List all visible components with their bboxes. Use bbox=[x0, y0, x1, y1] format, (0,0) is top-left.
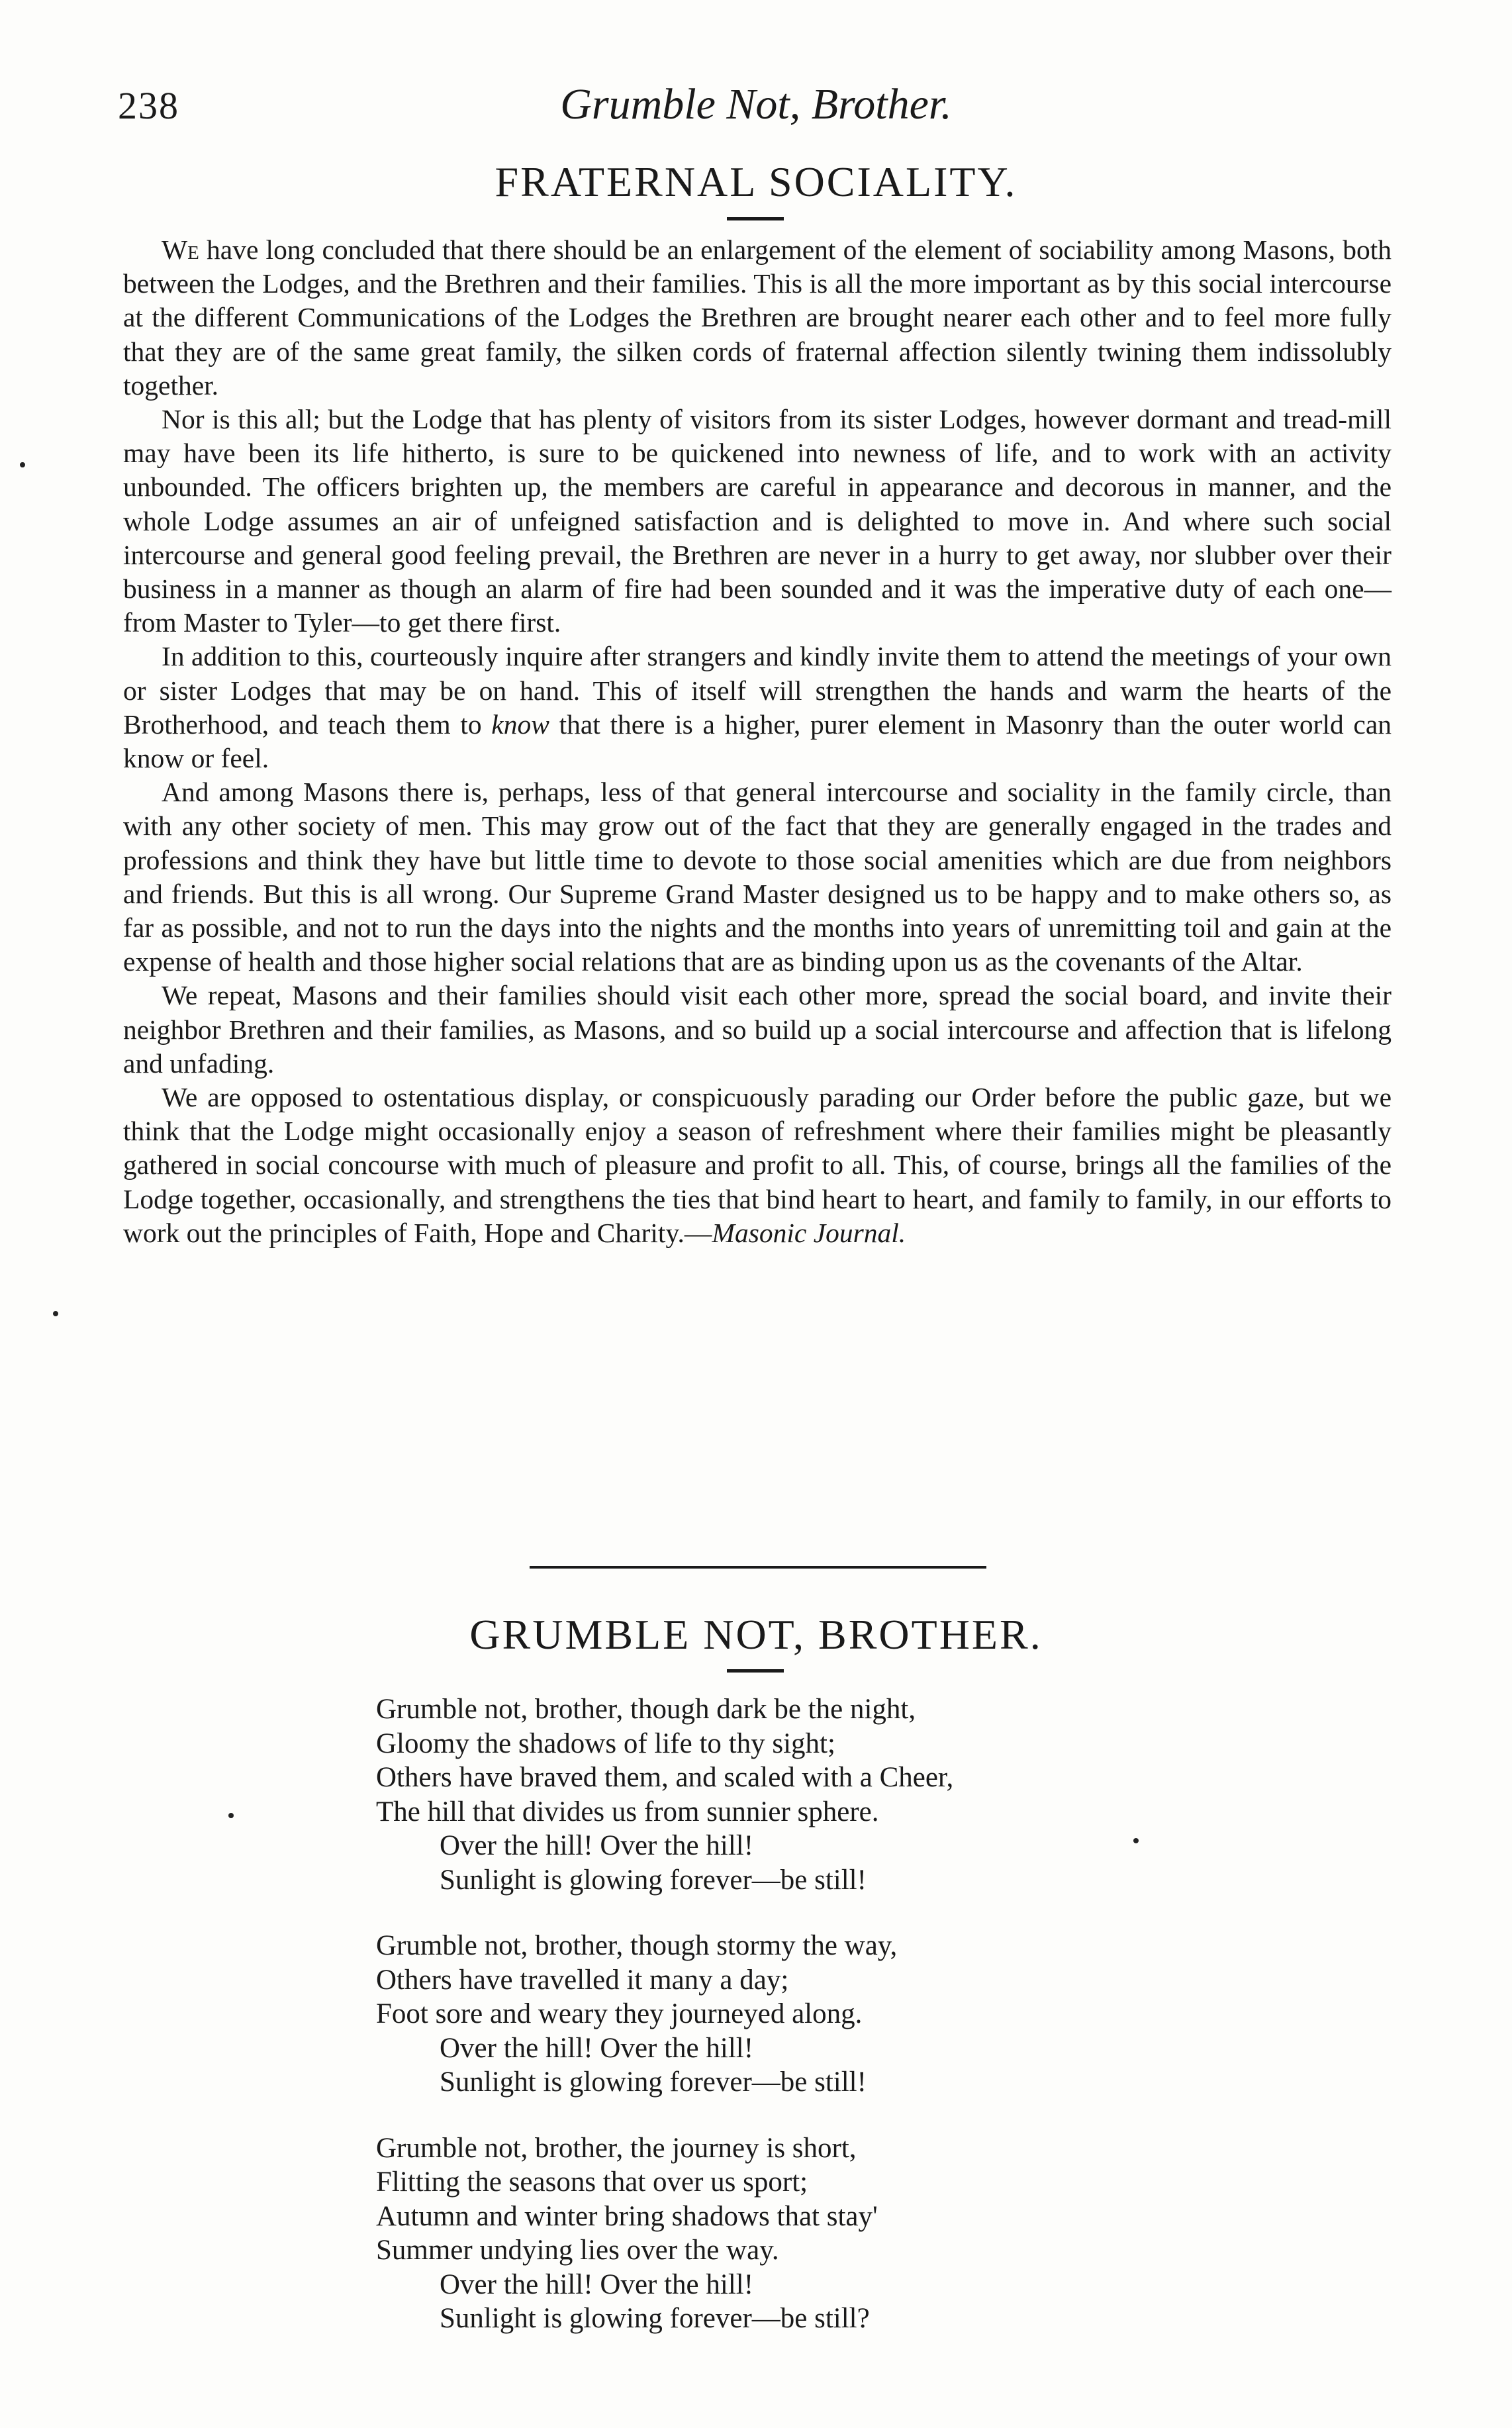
refrain-line: Sunlight is glowing forever—be still? bbox=[440, 2303, 870, 2334]
refrain-line: Over the hill! Over the hill! bbox=[440, 1830, 754, 1861]
poem-line: Flitting the seasons that over us sport; bbox=[376, 2166, 808, 2198]
source-citation: Masonic Journal. bbox=[712, 1217, 906, 1248]
article-paragraph: Nor is this all; but the Lodge that has plenty of visitors from its sister Lodges, however dormant and tread-mill may have been its life hitherto, is sure to be quickened into newness of life, and to work with an activity unbounded. The officers brighten up, the members are careful in appearance and decorous in manner, and the whole Lodge assumes an air of unfeigned satisfaction and is delighted to move in. And where such social intercourse and general good feeling prevail, the Brethren are never in a hurry to get away, nor slubber over their business in a manner as though an alarm of fire had been sounded and it was the imperative duty of each one—from Master to Tyler—to get there first. bbox=[123, 404, 1392, 638]
print-speck bbox=[1133, 1838, 1139, 1843]
refrain-line: Sunlight is glowing forever—be still! bbox=[440, 1864, 867, 1896]
title-rule bbox=[727, 217, 784, 220]
article-title: FRATERNAL SOCIALITY. bbox=[495, 158, 1017, 205]
poem-line: Autumn and winter bring shadows that stay' bbox=[376, 2200, 878, 2232]
poem-stanza bbox=[376, 1929, 1303, 2100]
drop-word: We bbox=[162, 234, 199, 265]
article-body bbox=[123, 233, 1392, 1250]
poem-line: Others have travelled it many a day; bbox=[376, 1964, 789, 1996]
print-speck bbox=[53, 1311, 58, 1316]
paragraph-text: We are opposed to ostentatious display, or conspicuously parading our Order before the public gaze, but we think that the Lodge might occasionally enjoy a season of refreshment where their families might be pleasantly gathered in social concourse with much of pleasure and profit to all. This, of course, brings all the families of the Lodge together, occasionally, and strengthens the ties that bind heart to heart, and family to family, in our efforts to work out the principles of Faith, Hope and Charity.— bbox=[123, 1082, 1392, 1248]
article-paragraph: We repeat, Masons and their families should visit each other more, spread the social board, and invite their neighbor Brethren and their families, as Masons, and so build up a social intercourse and affection that is lifelong and unfading. bbox=[123, 980, 1392, 1079]
paragraph-text: have long concluded that there should be an enlargement of the element of sociability among Masons, both between the Lodges, and the Brethren and their families. This is all the more important as by this social intercourse at the different Communications of the Lodges the Brethren are brought nearer each other and to feel more fully that they are of the same great family, the silken cords of fraternal affection silently twining them indissolubly together. bbox=[123, 234, 1392, 401]
page-number: 238 bbox=[118, 84, 179, 127]
running-head bbox=[118, 79, 1394, 139]
poem-body bbox=[376, 1692, 1303, 2336]
running-title: Grumble Not, Brother. bbox=[560, 80, 952, 128]
italic-word: know bbox=[491, 708, 549, 740]
print-speck bbox=[20, 462, 25, 467]
paragraph-text: In addition to this, courteously inquire after strangers and kindly invite them to attend the meetings of your own or sister Lodges that may be on hand. This of itself will strengthen the hands and warm the hearts of the Brotherhood, and teach them to bbox=[123, 641, 1392, 740]
title-rule bbox=[727, 1669, 784, 1673]
article-paragraph bbox=[123, 640, 1392, 775]
poem-stanza bbox=[376, 1692, 1303, 1897]
print-speck bbox=[228, 1813, 234, 1818]
article-paragraph: And among Masons there is, perhaps, less of that general intercourse and sociality in the family circle, than with any other society of men. This may grow out of the fact that they are generally engaged in the trades and professions and think they have but little time to devote to those social amenities which are due from neighbors and friends. But this is all wrong. Our Supreme Grand Master designed us to be happy and to make others so, as far as possible, and not to run the days into the nights and the months into years of unremitting toil and gain at the expense of health and those higher social relations that are as binding upon us as the covenants of the Altar. bbox=[123, 777, 1392, 977]
poem-line: Others have braved them, and scaled with a Cheer, bbox=[376, 1762, 954, 1793]
poem-stanza bbox=[376, 2131, 1303, 2336]
poem-line: The hill that divides us from sunnier sphere. bbox=[376, 1796, 879, 1827]
section-separator bbox=[530, 1566, 986, 1569]
poem-line: Gloomy the shadows of life to thy sight; bbox=[376, 1727, 835, 1759]
refrain-line: Over the hill! Over the hill! bbox=[440, 2032, 754, 2064]
poem-line: Summer undying lies over the way. bbox=[376, 2235, 779, 2266]
article-paragraph bbox=[123, 233, 1392, 403]
poem-line: Grumble not, brother, though stormy the way, bbox=[376, 1930, 898, 1961]
poem-line: Grumble not, brother, though dark be the night, bbox=[376, 1694, 916, 1725]
article-paragraph bbox=[123, 1081, 1392, 1250]
refrain-line: Over the hill! Over the hill! bbox=[440, 2268, 754, 2300]
poem-line: Foot sore and weary they journeyed along. bbox=[376, 1998, 863, 2029]
poem-line: Grumble not, brother, the journey is short, bbox=[376, 2132, 857, 2164]
paragraph-text: that there is a higher, purer element in Masonry than the outer world can know or feel. bbox=[123, 708, 1392, 774]
poem-title: GRUMBLE NOT, BROTHER. bbox=[469, 1611, 1043, 1658]
refrain-line: Sunlight is glowing forever—be still! bbox=[440, 2066, 867, 2098]
